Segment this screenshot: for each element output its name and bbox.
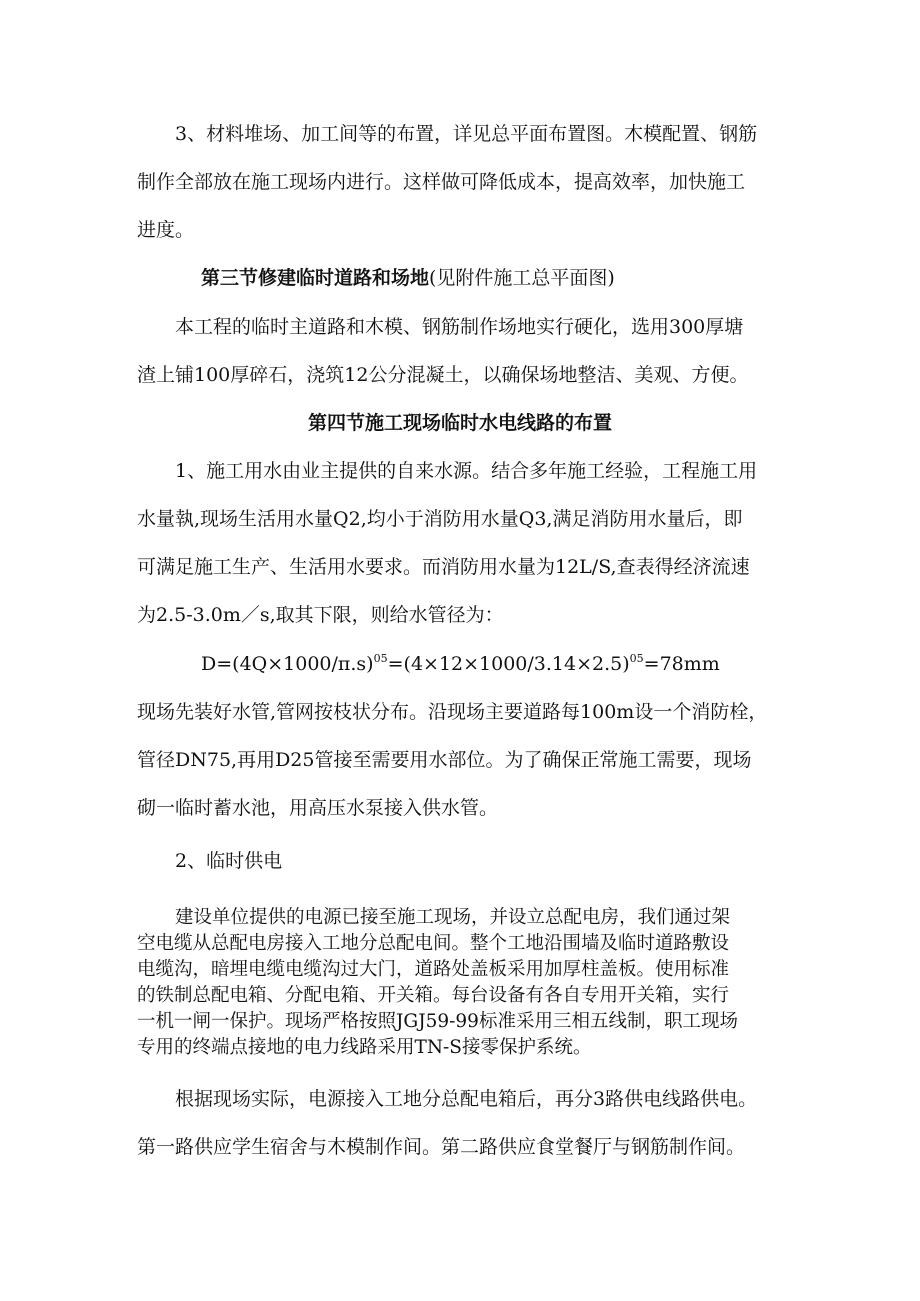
formula-exponent-2: 05	[629, 652, 644, 665]
paragraph-line: 为2.5-3.0m／s,取其下限，则给水管径为：	[137, 604, 504, 626]
paragraph-line: 专用的终端点接地的电力线路采用TN-S接零保护系统。	[137, 1037, 592, 1058]
formula-exponent-1: 05	[373, 652, 388, 665]
paragraph-line: 的铁制总配电箱、分配电箱、开关箱。每台设备有各自专用开关箱，实行	[137, 985, 730, 1006]
paragraph-line: 制作全部放在施工现场内进行。这样做可降低成本，提高效率，加快施工	[137, 171, 746, 193]
sub-heading: 2、临时供电	[175, 850, 283, 872]
paragraph-line: 空电缆从总配电房接入工地分总配电间。整个工地沿围墙及临时道路敷设	[137, 933, 730, 954]
paragraph-line: 3、材料堆场、加工间等的布置，详见总平面布置图。木模配置、钢筋	[175, 123, 758, 145]
paragraph-line: 现场先装好水管,管网按枝状分布。沿现场主要道路每100m设一个消防栓，	[137, 701, 768, 723]
paragraph-line: 一机一闸一保护。现场严格按照JGJ59-99标准采用三相五线制，职工现场	[137, 1011, 738, 1032]
formula-part-a: D=(4Q×1000/π.s)	[201, 653, 374, 675]
paragraph-line: 电缆沟，暗埋电缆电缆沟过大门，道路处盖板采用加厚柱盖板。使用标准	[137, 959, 730, 980]
paragraph-line: 建设单位提供的电源已接至施工现场，并设立总配电房，我们通过架	[175, 907, 731, 928]
paragraph-line: 第一路供应学生宿舍与木模制作间。第二路供应食堂餐厅与钢筋制作间。	[137, 1136, 746, 1158]
section-heading-3-note: (见附件施工总平面图)	[429, 267, 615, 289]
formula-part-b: =(4×12×1000/3.14×2.5)	[387, 653, 630, 675]
paragraph-line: 进度。	[137, 219, 195, 241]
formula-part-c: =78mm	[643, 653, 720, 675]
paragraph-line: 渣上铺100厚碎石，浇筑12公分混凝土，以确保场地整洁、美观、方便。	[137, 364, 749, 386]
section-heading-3	[201, 266, 801, 290]
paragraph-line: 水量執,现场生活用水量Q2,均小于消防用水量Q3,满足消防用水量后，即	[137, 508, 743, 530]
paragraph-line: 本工程的临时主道路和木模、钢筋制作场地实行硬化，选用300厚塘	[175, 316, 744, 338]
paragraph-line: 可满足施工生产、生活用水要求。而消防用水量为12L/S,查表得经济流速	[137, 556, 750, 578]
paragraph-line: 1、施工用水由业主提供的自来水源。结合多年施工经验，工程施工用	[175, 460, 758, 482]
pipe-diameter-formula	[201, 652, 821, 676]
section-heading-4: 第四节施工现场临时水电线路的布置	[307, 412, 612, 434]
section-heading-3-title: 第三节修建临时道路和场地	[201, 267, 430, 289]
paragraph-line: 砌一临时蓄水池，用高压水泵接入供水管。	[137, 797, 499, 819]
paragraph-line: 根据现场实际，电源接入工地分总配电箱后，再分3路供电线路供电。	[175, 1088, 758, 1110]
paragraph-line: 管径DN75,再用D25管接至需要用水部位。为了确保正常施工需要，现场	[137, 749, 752, 771]
